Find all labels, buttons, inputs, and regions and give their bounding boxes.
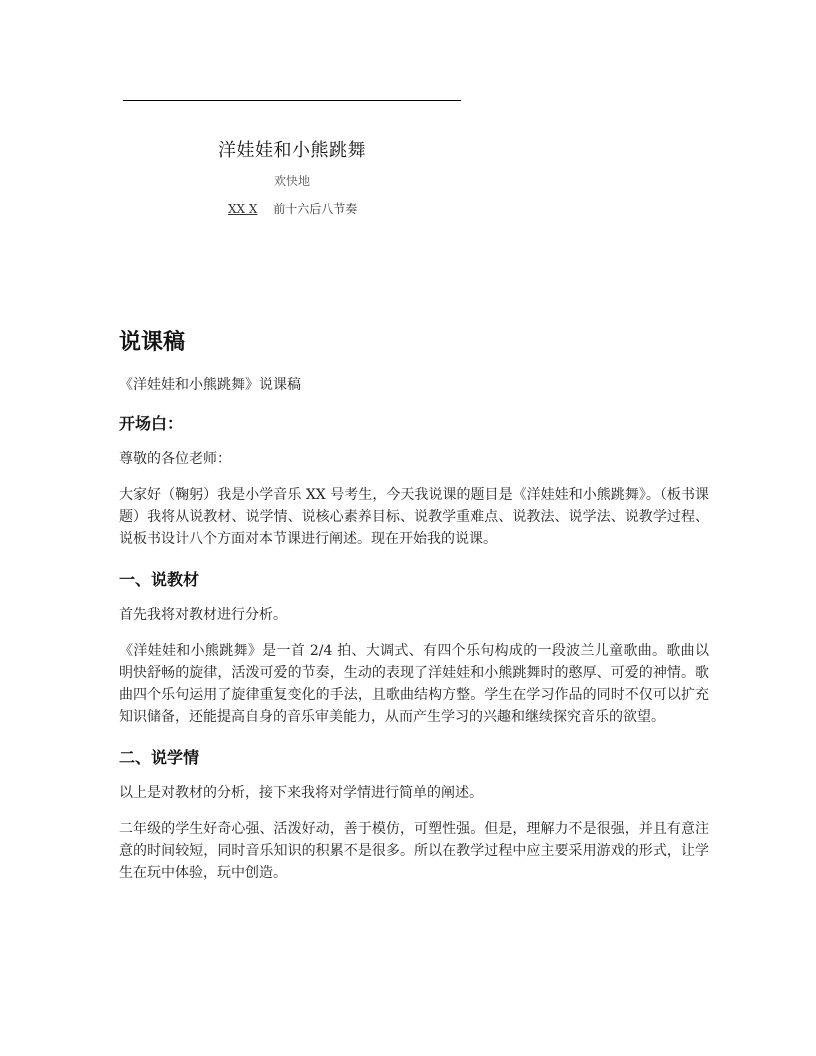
section-textbook-intro: 首先我将对教材进行分析。 (119, 607, 287, 623)
document-title: 说课稿 (119, 330, 186, 355)
section-textbook-body: 《洋娃娃和小熊跳舞》是一首 2/4 拍、大调式、有四个乐句构成的一段波兰儿童歌曲。歌曲以明快舒畅的旋律，活泼可爱的节奏，生动的表现了洋娃娃和小熊跳舞时的憨厚、可爱的神情。歌曲四个乐句运用了旋律重复变化的手法，且歌曲结构方整。学生在学习作品的同时不仅可以扩充知识储备，还能提高自身的音乐审美能力，从而产生学习的兴趣和继续探究音乐的欲望。 (119, 643, 709, 725)
opening-greeting: 尊敬的各位老师： (119, 451, 231, 467)
top-divider (123, 100, 461, 101)
score-tempo-marking: 欢快地 (273, 174, 310, 188)
opening-body: 大家好（鞠躬）我是小学音乐 XX 号考生，今天我说课的题目是《洋娃娃和小熊跳舞》。（板书课题）我将从说教材、说学情、说核心素养目标、说教学重难点、说教法、说学法、说教学过程、说板书设计八个方面对本节课进行阐述。现在开始我的说课。 (119, 487, 709, 547)
score-title: 洋娃娃和小熊跳舞 (218, 140, 366, 161)
section-students-body: 二年级的学生好奇心强、活泼好动，善于模仿，可塑性强。但是，理解力不是很强，并且有意注意的时间较短，同时音乐知识的积累不是很多。所以在教学过程中应主要采用游戏的形式，让学生在玩中体验，玩中创造。 (119, 821, 709, 881)
opening-heading: 开场白： (119, 414, 184, 433)
section-textbook-heading: 一、说教材 (119, 570, 200, 589)
document-subtitle: 《洋娃娃和小熊跳舞》说课稿 (119, 377, 301, 393)
section-students-heading: 二、说学情 (119, 748, 200, 767)
score-meta-mark: XX X (228, 202, 258, 216)
score-meta-text: 前十六后八节奏 (273, 202, 358, 216)
document-body (119, 326, 709, 898)
section-students-intro: 以上是对教材的分析，接下来我将对学情进行简单的阐述。 (119, 785, 483, 801)
score-meta (228, 200, 357, 217)
